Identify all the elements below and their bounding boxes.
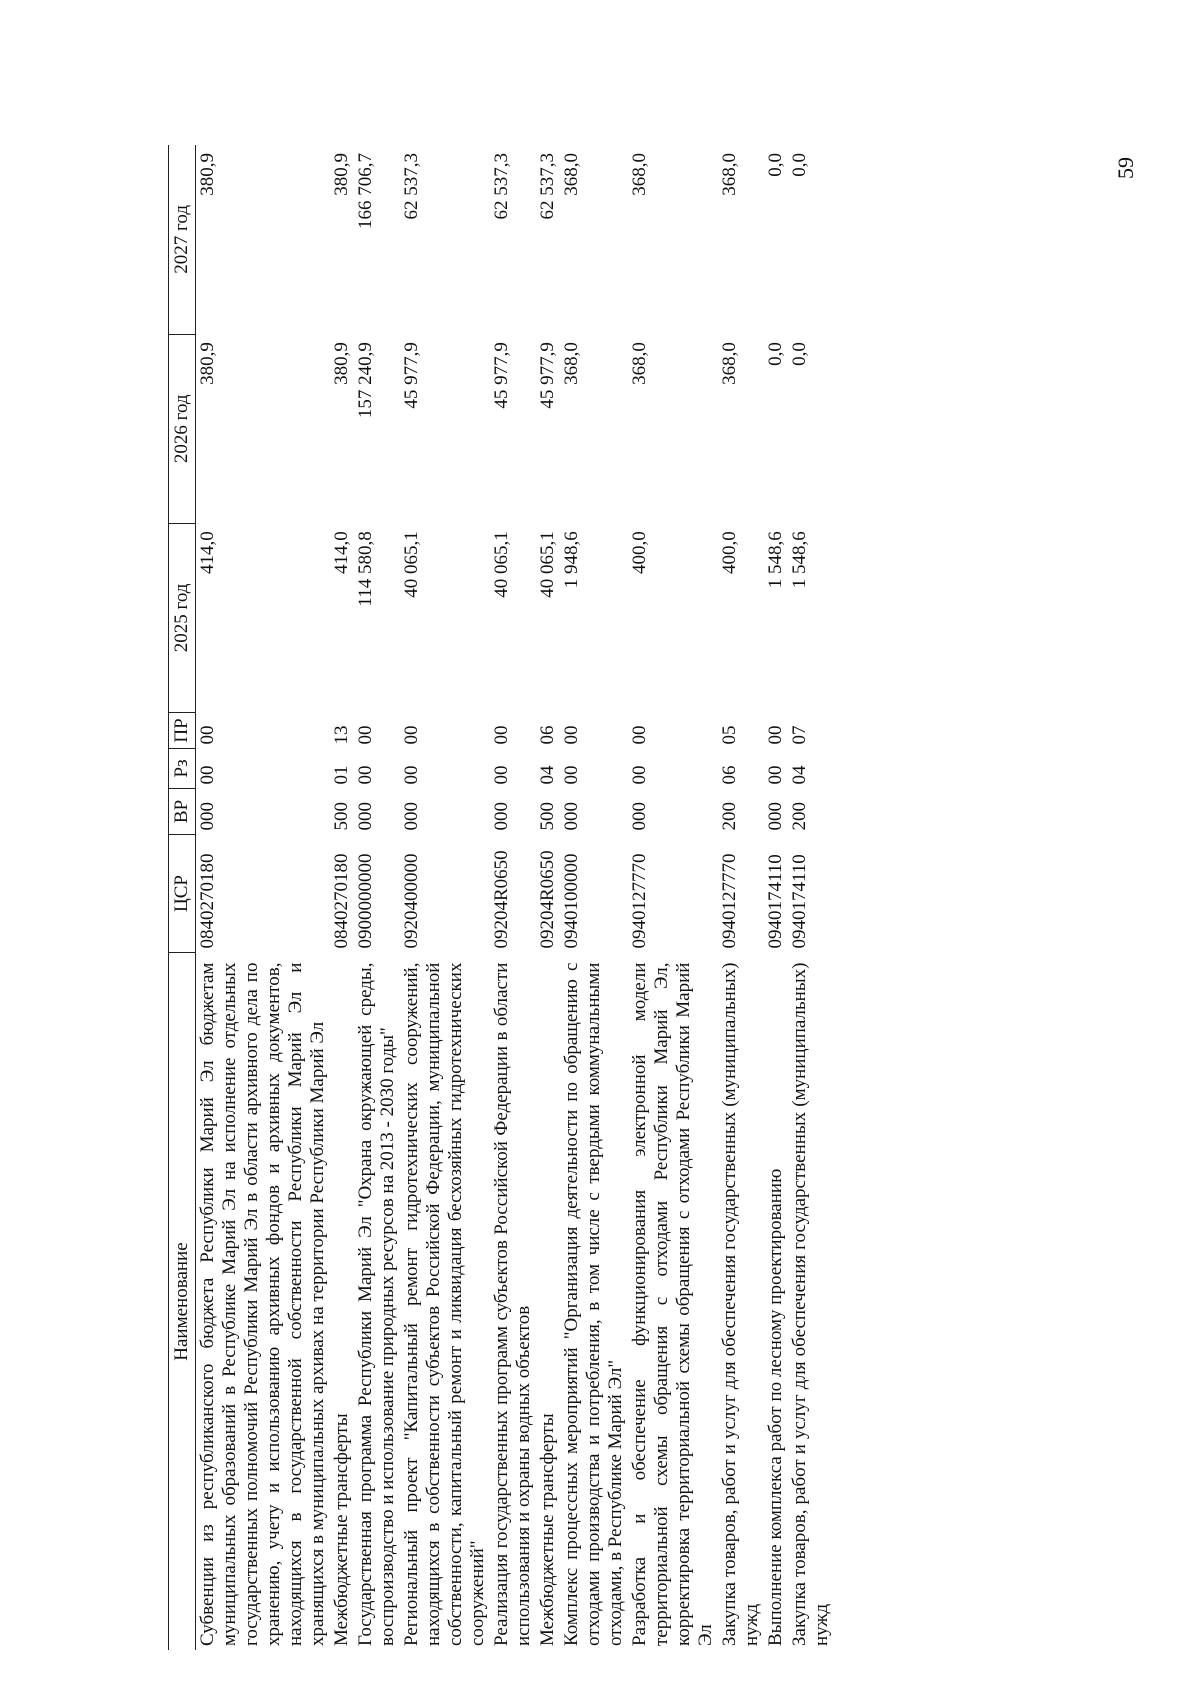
row-csr: 0940174110	[765, 854, 786, 949]
rotated-table-frame	[168, 145, 1068, 1650]
row-vr: 000	[197, 801, 218, 831]
row-vr: 500	[331, 801, 352, 831]
row-csr: 0840270180	[331, 853, 352, 949]
row-name: Разработка и обеспечение функционирования электронной модели территориальной схемы обращения с отходами Республики Марий Эл, корректировка территориальной схемы обращения с отходами Республики Марий Эл	[629, 962, 716, 1646]
row-2025: 400,0	[719, 531, 740, 575]
row-name: Закупка товаров, работ и услуг для обеспечения государственных (муниципальных) нужд	[719, 962, 762, 1646]
row-2026: 368,0	[561, 342, 582, 385]
row-2025: 400,0	[629, 531, 650, 575]
row-pr: 00	[197, 725, 218, 745]
row-rz: 00	[197, 765, 218, 785]
row-2025: 414,0	[197, 531, 218, 575]
table-row	[764, 145, 788, 1650]
row-2026: 45 977,9	[491, 342, 512, 409]
row-pr: 00	[491, 725, 512, 745]
row-vr: 200	[719, 801, 740, 831]
row-csr: 0900000000	[355, 853, 376, 949]
row-csr: 0940100000	[561, 853, 582, 949]
row-2026: 368,0	[719, 342, 740, 385]
row-name: Межбюджетные трансферты	[331, 1413, 352, 1646]
row-name: Государственная программа Республики Марий Эл "Охрана окружающей среды, воспроизводство и использование природных ресурсов на 2013 - 2030 годы"	[355, 962, 398, 1646]
row-pr: 00	[355, 725, 376, 745]
table-row	[330, 145, 354, 1650]
page-number: 59	[1113, 157, 1138, 179]
row-2027: 62 537,3	[401, 153, 422, 220]
header-pr: ПР	[169, 712, 196, 748]
row-rz: 00	[629, 765, 650, 785]
table-row	[718, 145, 764, 1650]
row-2025: 1 548,6	[789, 531, 810, 589]
row-name: Выполнение комплекса работ по лесному проектированию	[765, 1168, 786, 1646]
row-rz: 04	[537, 765, 558, 785]
table-row	[628, 145, 718, 1650]
row-pr: 07	[789, 725, 810, 745]
row-vr: 000	[401, 801, 422, 831]
row-vr: 000	[561, 801, 582, 831]
row-2027: 368,0	[561, 153, 582, 196]
table-body	[196, 145, 835, 1650]
row-pr: 00	[629, 725, 650, 745]
row-2027: 0,0	[765, 153, 786, 177]
row-2027: 0,0	[789, 153, 810, 177]
row-pr: 00	[561, 725, 582, 745]
table-row	[536, 145, 560, 1650]
table-row	[196, 145, 331, 1650]
row-vr: 500	[537, 801, 558, 831]
row-2026: 157 240,9	[355, 342, 376, 419]
row-rz: 06	[719, 765, 740, 785]
row-rz: 00	[355, 765, 376, 785]
row-rz: 00	[491, 765, 512, 785]
table-row	[400, 145, 490, 1650]
header-2025: 2025 год	[169, 523, 196, 712]
header-name: Наименование	[169, 953, 196, 1650]
row-2027: 62 537,3	[537, 153, 558, 220]
row-rz: 04	[789, 765, 810, 785]
row-rz: 00	[765, 765, 786, 785]
row-2027: 368,0	[629, 153, 650, 196]
header-rz: Рз	[169, 748, 196, 788]
row-vr: 000	[629, 801, 650, 831]
header-2027: 2027 год	[169, 145, 196, 334]
row-2027: 380,9	[197, 153, 218, 196]
row-name: Комплекс процессных мероприятий "Организация деятельности по обращению с отходами производства и потребления, в том числе с твердыми коммунальными отходами, в Республике Марий Эл"	[561, 962, 626, 1646]
row-pr: 00	[401, 725, 422, 745]
row-csr: 09204R0650	[537, 850, 558, 949]
table-row	[354, 145, 400, 1650]
row-2025: 414,0	[331, 531, 352, 575]
row-vr: 000	[491, 801, 512, 831]
row-2025: 40 065,1	[537, 531, 558, 598]
row-name: Межбюджетные трансферты	[537, 1413, 558, 1646]
row-vr: 000	[355, 801, 376, 831]
row-rz: 00	[561, 765, 582, 785]
row-2025: 1 948,6	[561, 531, 582, 589]
row-2025: 40 065,1	[401, 531, 422, 598]
row-name: Реализация государственных программ субъектов Российской Федерации в области использования и охраны водных объектов	[491, 962, 534, 1646]
row-2025: 1 548,6	[765, 531, 786, 589]
table-row	[490, 145, 536, 1650]
row-2027: 62 537,3	[491, 153, 512, 220]
row-csr: 0920400000	[401, 853, 422, 949]
row-vr: 200	[789, 801, 810, 831]
row-2026: 380,9	[331, 342, 352, 385]
row-2026: 45 977,9	[537, 342, 558, 409]
row-2025: 114 580,8	[355, 531, 376, 607]
header-2026: 2026 год	[169, 334, 196, 523]
row-2026: 0,0	[789, 342, 810, 366]
row-2025: 40 065,1	[491, 531, 512, 598]
budget-table	[168, 145, 834, 1650]
row-pr: 06	[537, 725, 558, 745]
header-csr: ЦСР	[169, 834, 196, 952]
row-csr: 0840270180	[197, 853, 218, 949]
row-csr: 0940127770	[719, 853, 740, 949]
header-vr: ВР	[169, 788, 196, 834]
budget-table-container	[168, 145, 1068, 1650]
row-pr: 00	[765, 725, 786, 745]
row-2026: 0,0	[765, 342, 786, 366]
row-2026: 45 977,9	[401, 342, 422, 409]
row-pr: 05	[719, 725, 740, 745]
row-2027: 368,0	[719, 153, 740, 196]
table-row	[788, 145, 834, 1650]
row-rz: 00	[401, 765, 422, 785]
row-csr: 09204R0650	[491, 850, 512, 949]
row-name: Субвенции из республиканского бюджета Республики Марий Эл бюджетам муниципальных образований в Республике Марий Эл на исполнение отдельных государственных полномочий Республики Марий Эл в области архивного дела по хранению, учету и использованию архивных фондов и архивных документов, находящихся в государственной собственности Республики Марий Эл и хранящихся в муниципальных архивах на территории Республики Марий Эл	[197, 962, 328, 1646]
row-2027: 380,9	[331, 153, 352, 196]
row-name: Закупка товаров, работ и услуг для обеспечения государственных (муниципальных) нужд	[789, 962, 832, 1646]
row-rz: 01	[331, 765, 352, 785]
row-2026: 368,0	[629, 342, 650, 385]
row-csr: 0940127770	[629, 853, 650, 949]
row-name: Региональный проект "Капитальный ремонт гидротехнических сооружений, находящихся в собственности субъектов Российской Федерации, муниципальной собственности, капитальный ремонт и ликвидация бесхозяйных гидротехнических сооружений"	[401, 962, 488, 1646]
row-2026: 380,9	[197, 342, 218, 385]
row-csr: 0940174110	[789, 854, 810, 949]
row-pr: 13	[331, 725, 352, 745]
row-vr: 000	[765, 801, 786, 831]
table-row	[560, 145, 628, 1650]
row-2027: 166 706,7	[355, 153, 376, 229]
table-header-row	[169, 145, 196, 1650]
